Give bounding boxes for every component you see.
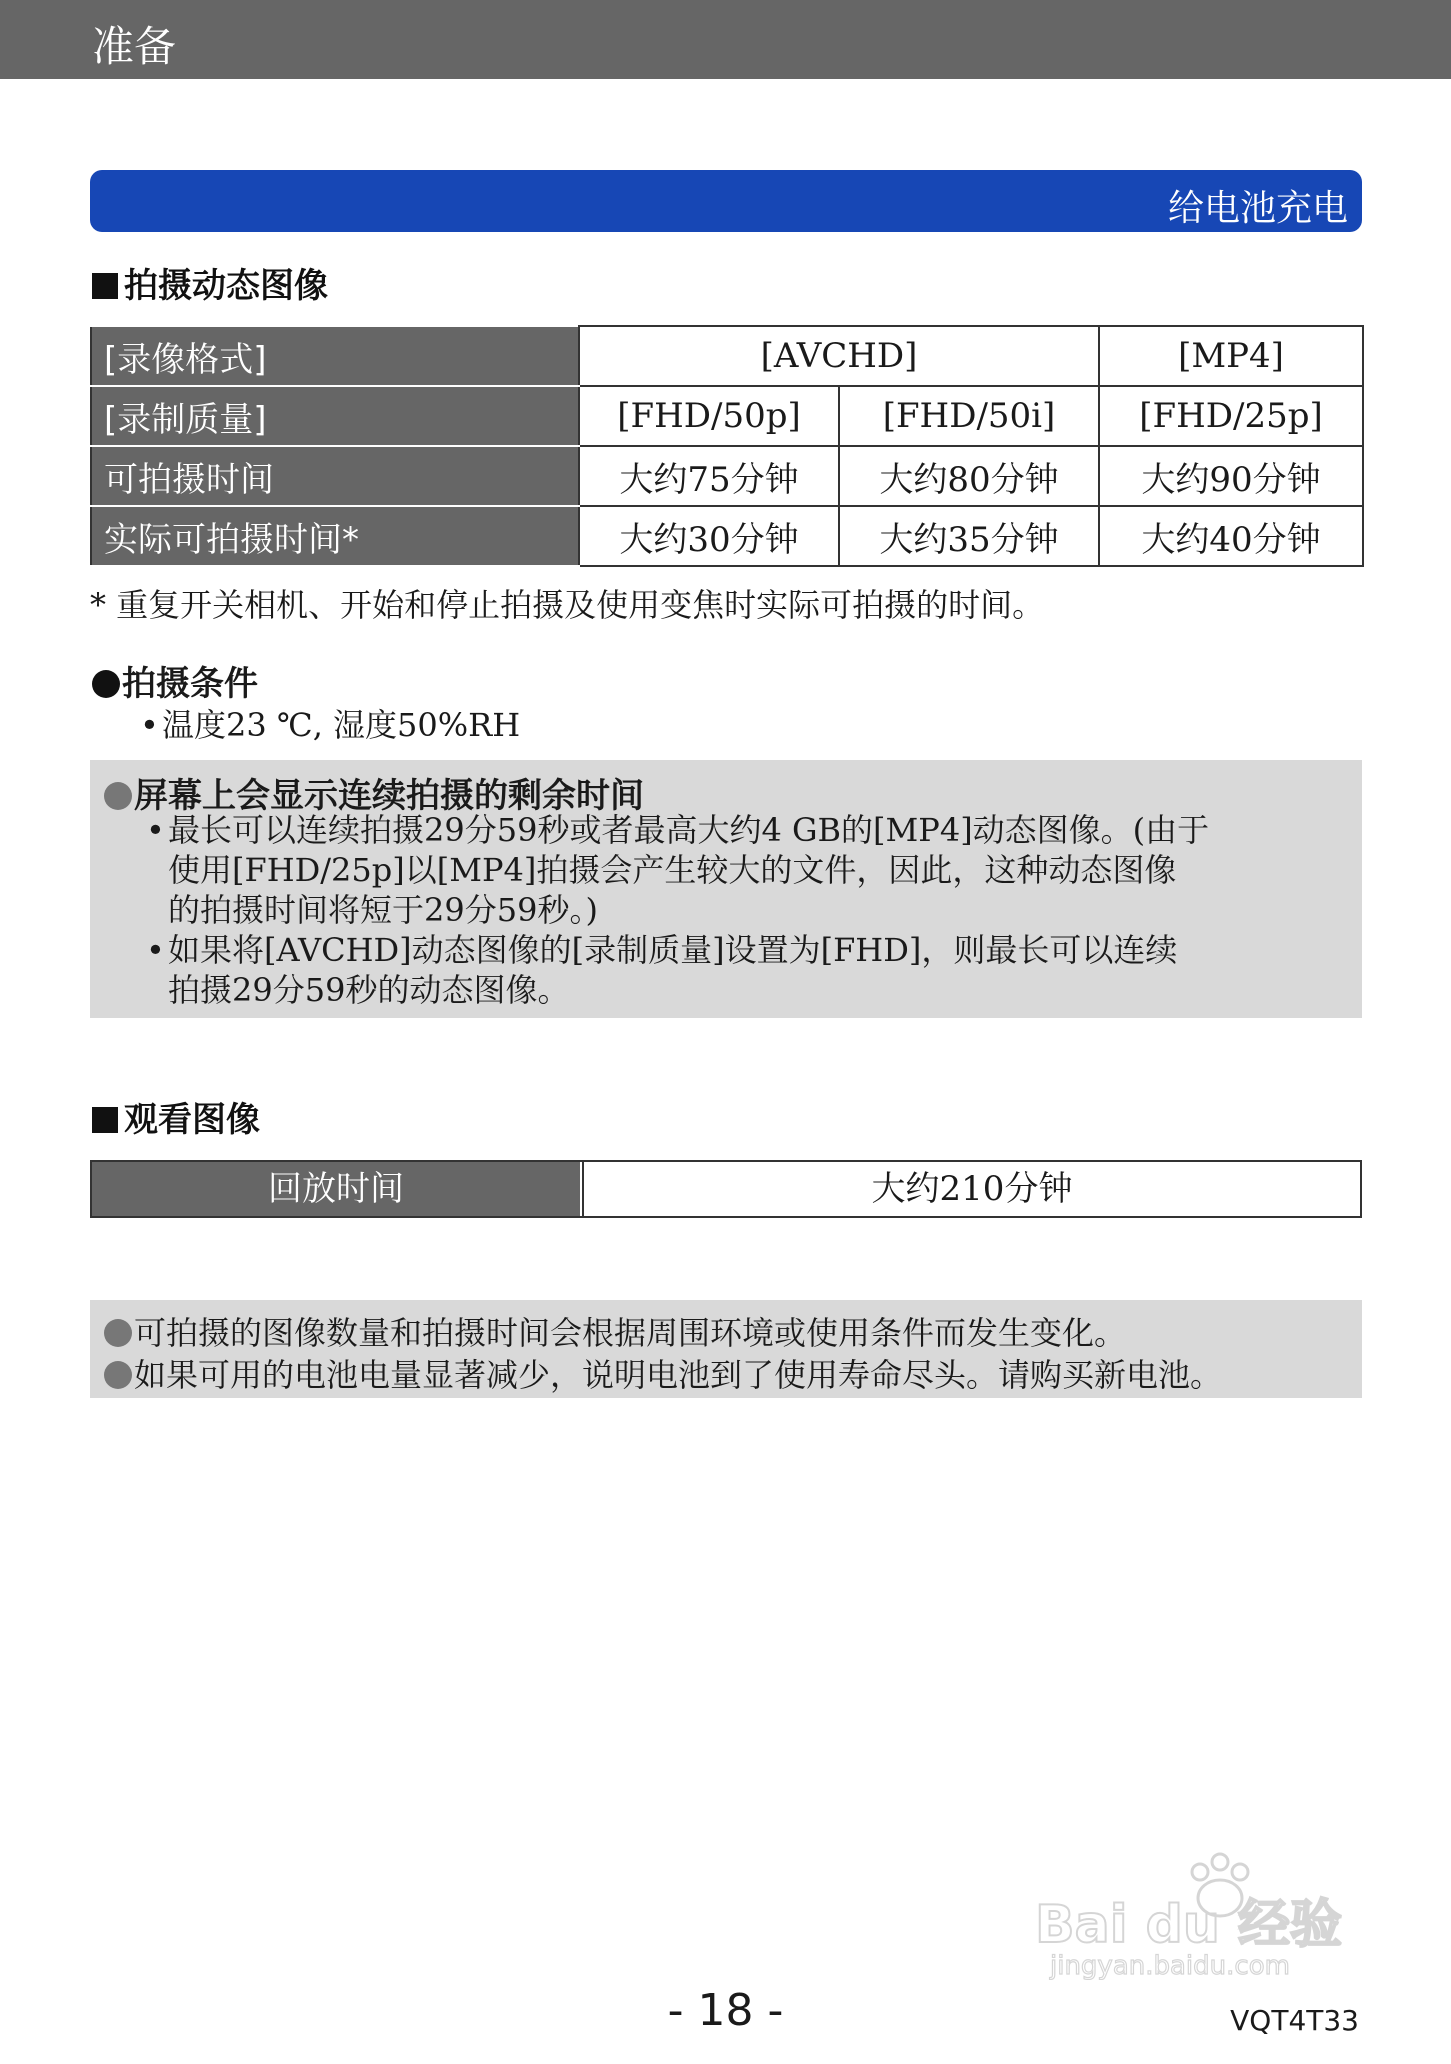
row-header: 可拍摄时间 (91, 446, 579, 506)
table-footnote: * 重复开关相机、开始和停止拍摄及使用变焦时实际可拍摄的时间。 (90, 586, 1045, 624)
movie-recording-table (90, 325, 1364, 567)
baidu-watermark-logo (1030, 1850, 1360, 1980)
info-box-title: 屏幕上会显示连续拍摄的剩余时间 (104, 768, 644, 817)
table-row (91, 326, 1363, 386)
table-row (91, 386, 1363, 446)
conditions-title: 拍摄条件 (92, 656, 258, 705)
table-cell: [FHD/50p] (579, 386, 839, 446)
bullet-icon: • (146, 931, 165, 969)
table-cell: 大约30分钟 (579, 506, 839, 566)
list-item-continuation: 使用[FHD/25p]以[MP4]拍摄会产生较大的文件，因此，这种动态图像 (168, 851, 1177, 889)
list-item: •如果将[AVCHD]动态图像的[录制质量]设置为[FHD]，则最长可以连续 (146, 931, 1178, 969)
list-item-continuation: 拍摄29分59秒的动态图像。 (168, 971, 570, 1009)
banner-label: 给电池充电 (1167, 188, 1348, 229)
table-row (91, 446, 1363, 506)
table-cell: [AVCHD] (579, 326, 1099, 386)
row-header: 回放时间 (92, 1162, 580, 1216)
row-header: [录像格式] (91, 326, 579, 386)
circle-bullet-icon (92, 670, 120, 698)
row-header: 实际可拍摄时间* (91, 506, 579, 566)
square-bullet-icon (92, 273, 118, 299)
top-header-bar (0, 0, 1451, 79)
section-banner (90, 170, 1362, 232)
conditions-item: •温度23 ℃, 湿度50%RH (140, 706, 521, 744)
circle-bullet-icon (104, 1361, 132, 1389)
circle-bullet-icon (104, 782, 132, 810)
table-cell: 大约75分钟 (579, 446, 839, 506)
remaining-time-info-box (90, 760, 1362, 1018)
list-item: •最长可以连续拍摄29分59秒或者最高大约4 GB的[MP4]动态图像。(由于 (146, 811, 1210, 849)
row-header: [录制质量] (91, 386, 579, 446)
movie-section-heading: 拍摄动态图像 (92, 258, 328, 307)
bullet-icon: • (146, 811, 165, 849)
svg-text:Bai du 经验: Bai du 经验 (1035, 1895, 1342, 1955)
table-cell: 大约90分钟 (1099, 446, 1363, 506)
document-code: VQT4T33 (1230, 2004, 1359, 2037)
circle-bullet-icon (104, 1319, 132, 1347)
table-cell: 大约80分钟 (839, 446, 1099, 506)
list-item-continuation: 的拍摄时间将短于29分59秒。) (168, 891, 598, 929)
table-cell: 大约40分钟 (1099, 506, 1363, 566)
list-item: 如果可用的电池电量显著减少，说明电池到了使用寿命尽头。请购买新电池。 (104, 1350, 1222, 1396)
notes-box (90, 1300, 1362, 1398)
table-cell: [MP4] (1099, 326, 1363, 386)
svg-text:jingyan.baidu.com: jingyan.baidu.com (1050, 1951, 1290, 1980)
playback-section-heading: 观看图像 (92, 1092, 260, 1141)
chapter-title: 准备 (92, 22, 177, 71)
bullet-icon: • (140, 706, 159, 744)
list-item: 可拍摄的图像数量和拍摄时间会根据周围环境或使用条件而发生变化。 (104, 1308, 1126, 1354)
table-cell: [FHD/25p] (1099, 386, 1363, 446)
table-cell: 大约210分钟 (582, 1162, 1360, 1216)
page-number: - 18 - (667, 1985, 784, 2036)
table-cell: [FHD/50i] (839, 386, 1099, 446)
square-bullet-icon (92, 1107, 118, 1133)
table-row (91, 506, 1363, 566)
table-cell: 大约35分钟 (839, 506, 1099, 566)
playback-table (90, 1160, 1362, 1218)
